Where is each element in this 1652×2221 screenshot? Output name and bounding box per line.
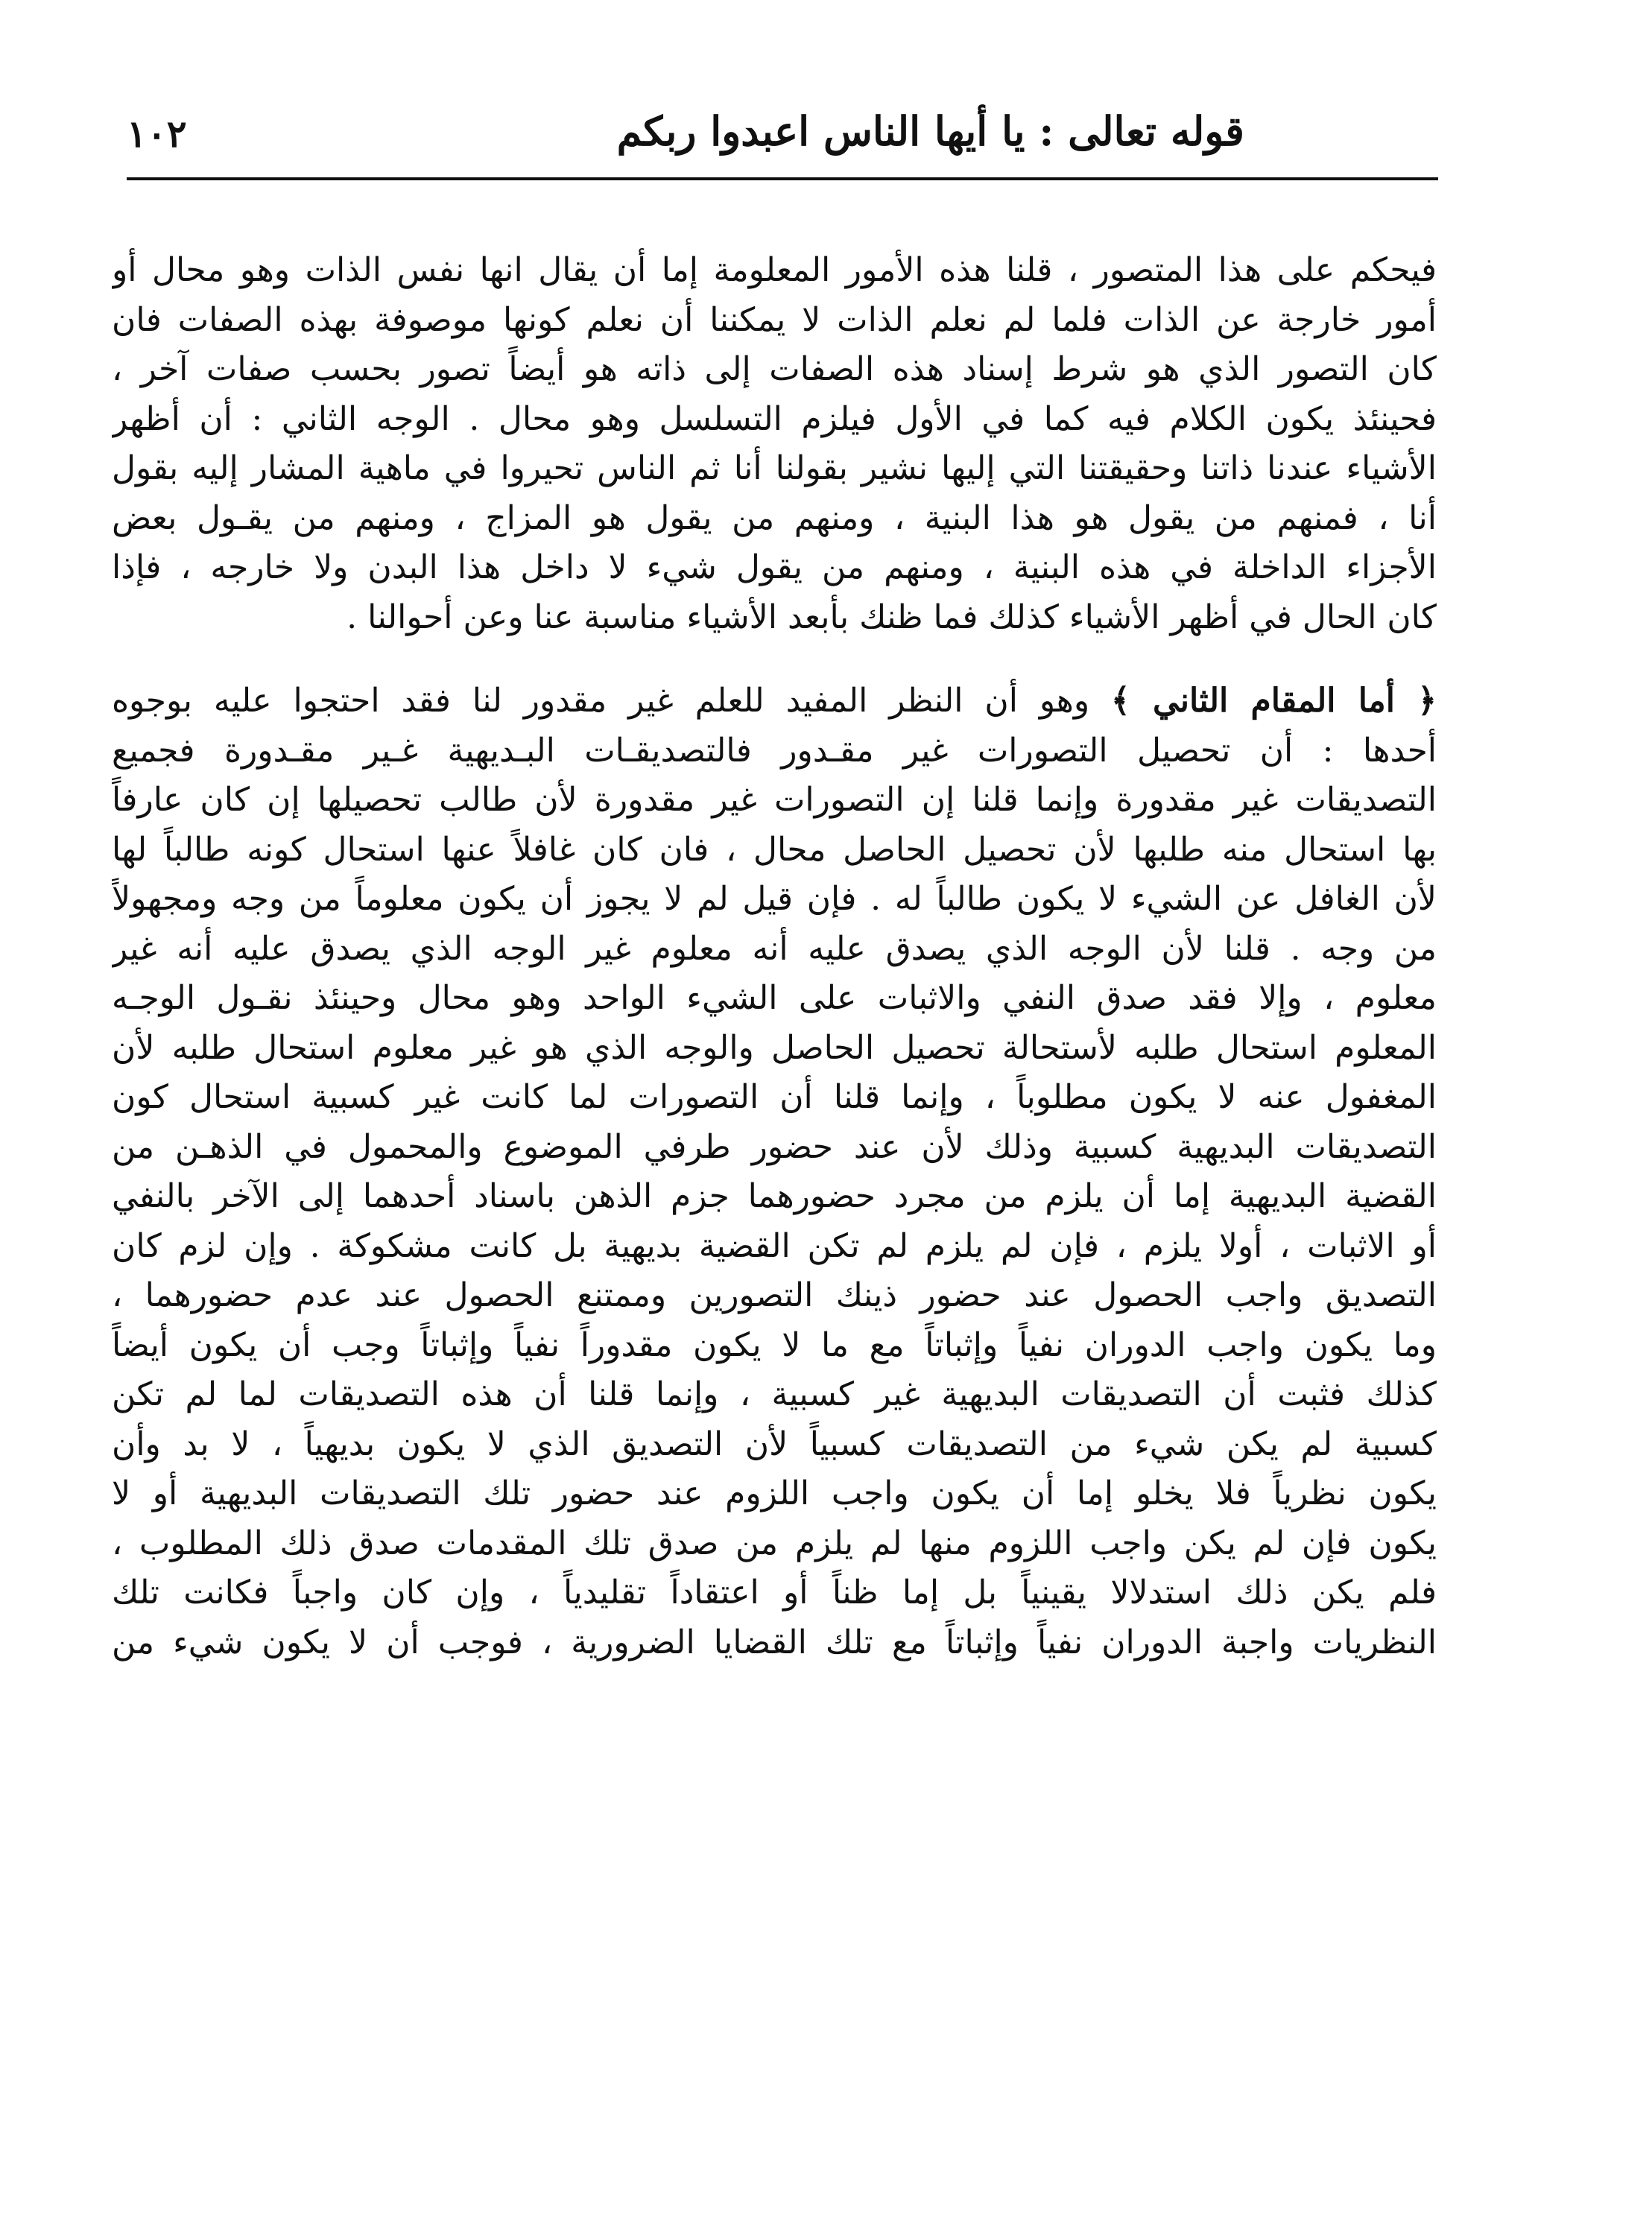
text-line: المغفول عنه لا يكون مطلوباً ، وإنما قلنا أن التصورات لما كانت غير كسبية استحال كون xyxy=(112,1078,1437,1116)
text-line: كان التصور الذي هو شرط إسناد هذه الصفات إلى ذاته هو أيضاً تصور بحسب صفات آخر ، xyxy=(112,350,1437,388)
text-line: المعلوم استحال طلبه لأستحالة تحصيل الحاصل والوجه الذي هو غير معلوم استحال طلبه لأن xyxy=(112,1028,1437,1067)
text-line: الأجزاء الداخلة في هذه البنية ، ومنهم من يقول شيء لا داخل هذا البدن ولا خارجه ، فإذا xyxy=(112,548,1437,586)
text-line: معلوم ، وإلا فقد صدق النفي والاثبات على الشيء الواحد وهو محال وحينئذ نقـول الوجـه xyxy=(112,979,1437,1017)
text-line: أو الاثبات ، أولا يلزم ، فإن لم يلزم لم تكن القضية بديهية بل كانت مشكوكة . وإن لزم كان xyxy=(112,1226,1437,1265)
text-line: من وجه . قلنا لأن الوجه الذي يصدق عليه أنه معلوم غير الوجه الذي يصدق عليه أنه غير xyxy=(112,929,1437,968)
text-line: كان الحال في أظهر الأشياء كذلك فما ظنك بأبعد الأشياء مناسبة عنا وعن أحوالنا . xyxy=(346,598,1437,636)
paragraph-1 xyxy=(112,246,1437,642)
text-line: الأشياء عندنا ذاتنا وحقيقتنا التي إليها نشير بقولنا أنا ثم الناس تحيروا في ماهية المشار إليه بقول xyxy=(112,449,1437,487)
text-line: فيحكم على هذا المتصور ، قلنا هذه الأمور المعلومة إما أن يقال انها نفس الذات وهو محال أو xyxy=(112,251,1437,289)
paragraph-2 xyxy=(112,677,1437,1667)
text-line: كسبية لم يكن شيء من التصديقات كسبياً لأن التصديق الذي لا يكون بديهياً ، لا بد وأن xyxy=(112,1425,1437,1463)
text-line: أمور خارجة عن الذات فلما لم نعلم الذات لا يمكننا أن نعلم كونها موصوفة بهذه الصفات فان xyxy=(112,300,1437,339)
text-line: فلم يكن ذلك استدلالا يقينياً بل إما ظناً أو اعتقاداً تقليدياً ، وإن كان واجباً فكانت تلك xyxy=(112,1574,1437,1612)
text-line: كذلك فثبت أن التصديقات البديهية غير كسبية ، وإنما قلنا أن هذه التصديقات لما لم تكن xyxy=(112,1375,1437,1413)
text-line: يكون فإن لم يكن واجب اللزوم منها لم يلزم من صدق تلك المقدمات صدق ذلك المطلوب ، xyxy=(112,1524,1437,1562)
text-line: فحينئذ يكون الكلام فيه كما في الأول فيلزم التسلسل وهو محال . الوجه الثاني : أن أظهر xyxy=(112,399,1437,438)
header-divider xyxy=(127,177,1438,180)
section-heading: ﴿ أما المقام الثاني ﴾ xyxy=(1111,682,1437,720)
text-line xyxy=(112,677,1437,726)
text-line: التصديقات البديهية كسبية وذلك لأن عند حضور طرفي الموضوع والمحمول في الذهـن من xyxy=(112,1127,1437,1166)
heading-line-text: وهو أن النظر المفيد للعلم غير مقدور لنا فقد احتجوا عليه بوجوه xyxy=(112,682,1111,720)
text-line: لأن الغافل عن الشيء لا يكون طالباً له . فإن قيل لم لا يجوز أن يكون معلوماً من وجه ومجهولاً xyxy=(112,880,1437,918)
text-line: وما يكون واجب الدوران نفياً وإثباتاً مع ما لا يكون مقدوراً نفياً وإثباتاً وجب أن يكون أيضاً xyxy=(112,1325,1437,1364)
running-title: قوله تعالى : يا أيها الناس اعبدوا ربكم xyxy=(616,107,1244,155)
paragraph-spacer xyxy=(112,642,1437,677)
text-line: يكون نظرياً فلا يخلو إما أن يكون واجب اللزوم عند حضور تلك التصديقات البديهية أو لا xyxy=(112,1474,1437,1512)
page-number: ١٠٢ xyxy=(127,112,187,156)
text-line: أنا ، فمنهم من يقول هو هذا البنية ، ومنهم من يقول هو المزاج ، ومنهم من يقـول بعض xyxy=(112,498,1437,537)
text-line: التصديقات غير مقدورة وإنما قلنا إن التصورات غير مقدورة لأن طالب تحصيلها إن كان عارفاً xyxy=(112,781,1437,819)
running-header xyxy=(127,97,1438,171)
text-line: النظريات واجبة الدوران نفياً وإثباتاً مع تلك القضايا الضرورية ، فوجب أن لا يكون شيء من xyxy=(112,1623,1437,1661)
text-line: التصديق واجب الحصول عند حضور ذينك التصورين وممتنع الحصول عند عدم حضورهما ، xyxy=(112,1276,1437,1314)
text-line: أحدها : أن تحصيل التصورات غير مقـدور فالتصديقـات البـديهية غـير مقـدورة فجميع xyxy=(112,731,1437,770)
text-line: القضية البديهية إما أن يلزم من مجرد حضورهما جزم الذهن باسناد أحدهما إلى الآخر بالنفي xyxy=(112,1177,1437,1215)
body-text xyxy=(112,246,1437,1667)
text-line: بها استحال منه طلبها لأن تحصيل الحاصل محال ، فان كان غافلاً عنها استحال كونه طالباً لها xyxy=(112,830,1437,869)
